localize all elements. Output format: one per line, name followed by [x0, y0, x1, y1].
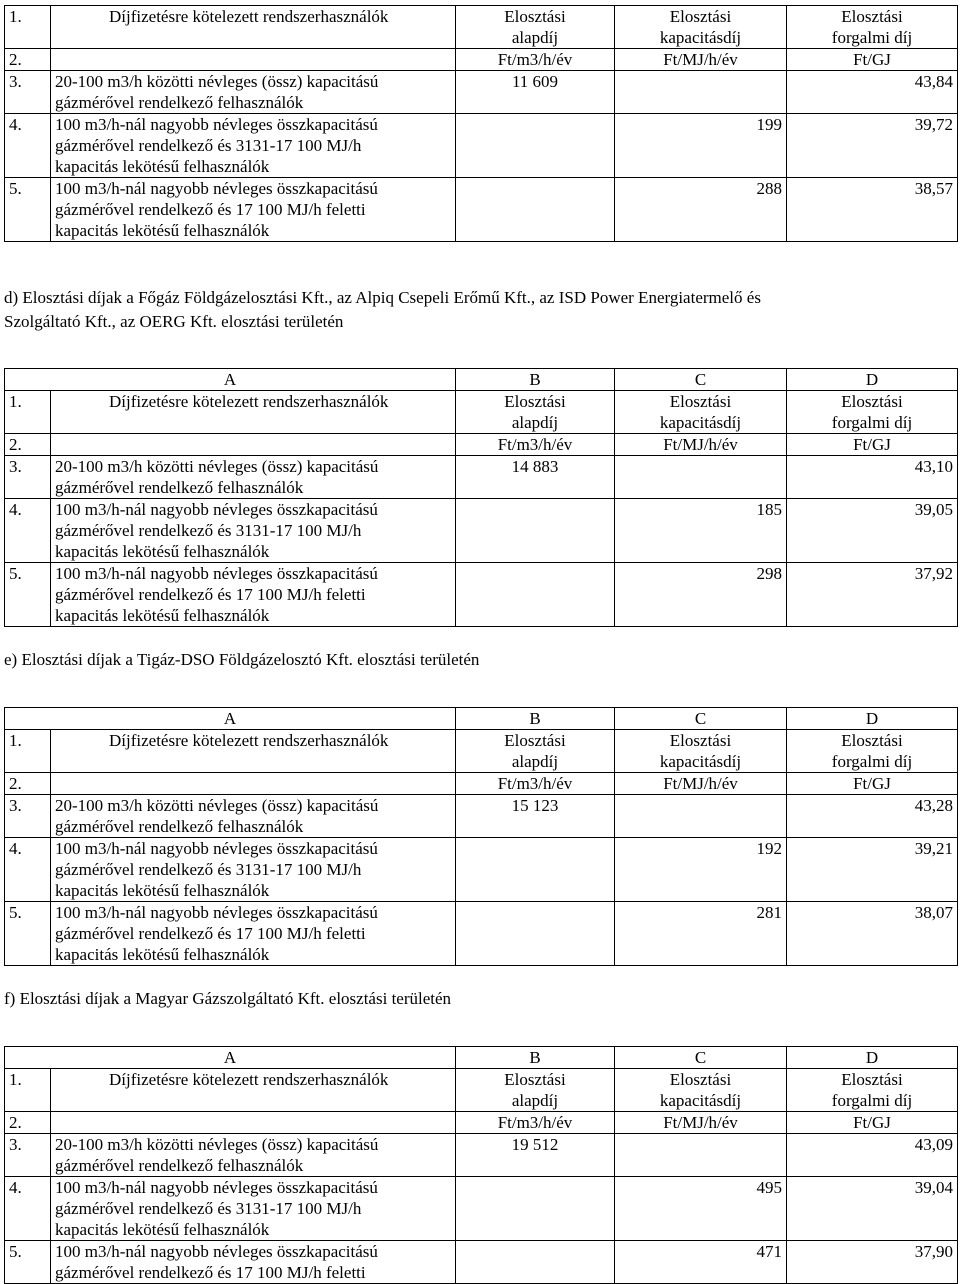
header-line: alapdíj: [511, 413, 559, 432]
header-line: Elosztási: [669, 731, 732, 750]
description-line: 100 m3/h-nál nagyobb névleges összkapacitású: [55, 179, 378, 198]
header-line: alapdíj: [511, 752, 559, 771]
header-row: [5, 1069, 958, 1112]
unit-d: Ft/GJ: [787, 434, 958, 456]
header-line: kapacitásdíj: [659, 413, 742, 432]
volume-fee-value: 38,07: [787, 902, 958, 966]
capacity-fee-value: [615, 456, 787, 499]
header-row: [5, 391, 958, 434]
header-line: Elosztási: [841, 7, 903, 26]
unit-c: Ft/MJ/h/év: [615, 434, 787, 456]
capacity-fee-value: [615, 1134, 787, 1177]
tariff-table: [4, 1046, 958, 1284]
base-fee-value: [456, 838, 615, 902]
description-line: 100 m3/h-nál nagyobb névleges összkapacitású: [55, 500, 378, 519]
header-d: [787, 6, 958, 49]
row-number: 1.: [5, 391, 51, 434]
header-line: Elosztási: [504, 392, 566, 411]
row-number: 2.: [5, 49, 51, 71]
column-letter: D: [787, 369, 958, 391]
header-line: Elosztási: [504, 7, 566, 26]
row-description: [51, 1134, 456, 1177]
volume-fee-value: 43,09: [787, 1134, 958, 1177]
header-b: [456, 1069, 615, 1112]
column-letter: D: [787, 1047, 958, 1069]
heading-line: d) Elosztási díjak a Főgáz Földgázelosztási Kft., az Alpiq Csepeli Erőmű Kft., az ISD Power Energiatermelő és: [4, 288, 761, 307]
table-row: [5, 838, 958, 902]
tariff-table: [4, 707, 958, 966]
column-letter: B: [456, 1047, 615, 1069]
description-line: 20-100 m3/h közötti névleges (össz) kapacitású: [55, 796, 379, 815]
base-fee-value: [456, 1241, 615, 1284]
row-number: 4.: [5, 114, 51, 178]
volume-fee-value: 39,04: [787, 1177, 958, 1241]
description-line: 100 m3/h-nál nagyobb névleges összkapacitású: [55, 903, 378, 922]
row-description: [51, 1177, 456, 1241]
row-number: 4.: [5, 499, 51, 563]
units-empty: [51, 434, 456, 456]
row-number: 3.: [5, 795, 51, 838]
base-fee-value: [456, 563, 615, 627]
header-line: Elosztási: [841, 1070, 903, 1089]
base-fee-value: 19 512: [456, 1134, 615, 1177]
heading-line: f) Elosztási díjak a Magyar Gázszolgáltató Kft. elosztási területén: [4, 989, 452, 1008]
column-letter-a: A: [5, 708, 456, 730]
volume-fee-value: 43,84: [787, 71, 958, 114]
base-fee-value: [456, 178, 615, 242]
row-number: 3.: [5, 456, 51, 499]
header-line: forgalmi díj: [831, 28, 913, 47]
header-c: [615, 1069, 787, 1112]
capacity-fee-value: 192: [615, 838, 787, 902]
base-fee-value: [456, 1177, 615, 1241]
header-d: [787, 730, 958, 773]
table-row: [5, 1241, 958, 1284]
unit-d: Ft/GJ: [787, 773, 958, 795]
row-number: 5.: [5, 178, 51, 242]
description-line: gázmérővel rendelkező felhasználók: [55, 1156, 304, 1175]
table-row: [5, 1177, 958, 1241]
base-fee-value: 15 123: [456, 795, 615, 838]
unit-b: Ft/m3/h/év: [456, 773, 615, 795]
tariff-table: [4, 368, 958, 627]
description-line: 100 m3/h-nál nagyobb névleges összkapacitású: [55, 1178, 378, 1197]
column-letter: B: [456, 708, 615, 730]
description-line: 100 m3/h-nál nagyobb névleges összkapacitású: [55, 839, 378, 858]
heading-line: e) Elosztási díjak a Tigáz-DSO Földgázelosztó Kft. elosztási területén: [4, 650, 480, 669]
description-line: gázmérővel rendelkező és 17 100 MJ/h feletti: [55, 200, 366, 219]
section-heading: [4, 286, 949, 334]
base-fee-value: [456, 902, 615, 966]
row-number: 5.: [5, 1241, 51, 1284]
capacity-fee-value: 471: [615, 1241, 787, 1284]
description-line: 20-100 m3/h közötti névleges (össz) kapacitású: [55, 457, 379, 476]
header-line: Elosztási: [669, 1070, 732, 1089]
capacity-fee-value: 495: [615, 1177, 787, 1241]
header-d: [787, 1069, 958, 1112]
header-d: [787, 391, 958, 434]
column-letter: C: [615, 1047, 787, 1069]
capacity-fee-value: [615, 71, 787, 114]
unit-b: Ft/m3/h/év: [456, 434, 615, 456]
header-label: Díjfizetésre kötelezett rendszerhasználók: [51, 391, 456, 434]
header-line: Elosztási: [504, 1070, 566, 1089]
column-letter-a: A: [5, 369, 456, 391]
description-line: 20-100 m3/h közötti névleges (össz) kapacitású: [55, 1135, 379, 1154]
column-letter-row: [5, 708, 958, 730]
row-description: [51, 563, 456, 627]
row-number: 4.: [5, 1177, 51, 1241]
description-line: kapacitás lekötésű felhasználók: [55, 221, 270, 240]
description-line: kapacitás lekötésű felhasználók: [55, 1220, 270, 1239]
header-line: forgalmi díj: [831, 1091, 913, 1110]
description-line: gázmérővel rendelkező felhasználók: [55, 817, 304, 836]
base-fee-value: 11 609: [456, 71, 615, 114]
row-description: [51, 1241, 456, 1284]
description-line: 100 m3/h-nál nagyobb névleges összkapacitású: [55, 1242, 378, 1261]
header-line: Elosztási: [669, 7, 732, 26]
description-line: gázmérővel rendelkező felhasználók: [55, 93, 304, 112]
table-row: [5, 114, 958, 178]
table-row: [5, 563, 958, 627]
volume-fee-value: 37,90: [787, 1241, 958, 1284]
description-line: gázmérővel rendelkező és 3131-17 100 MJ/h: [55, 136, 362, 155]
volume-fee-value: 37,92: [787, 563, 958, 627]
description-line: 20-100 m3/h közötti névleges (össz) kapacitású: [55, 72, 379, 91]
table-row: [5, 1134, 958, 1177]
section-heading: [4, 648, 949, 672]
description-line: gázmérővel rendelkező és 17 100 MJ/h feletti: [55, 1263, 366, 1282]
row-number: 2.: [5, 1112, 51, 1134]
units-row: [5, 1112, 958, 1134]
description-line: gázmérővel rendelkező és 3131-17 100 MJ/h: [55, 1199, 362, 1218]
header-b: [456, 6, 615, 49]
heading-line: Szolgáltató Kft., az OERG Kft. elosztási területén: [4, 312, 344, 331]
row-description: [51, 456, 456, 499]
table-row: [5, 795, 958, 838]
row-number: 3.: [5, 1134, 51, 1177]
section-heading: [4, 987, 949, 1011]
column-letter: B: [456, 369, 615, 391]
volume-fee-value: 43,28: [787, 795, 958, 838]
table-row: [5, 456, 958, 499]
description-line: kapacitás lekötésű felhasználók: [55, 881, 270, 900]
volume-fee-value: 38,57: [787, 178, 958, 242]
header-line: Elosztási: [504, 731, 566, 750]
row-number: 5.: [5, 902, 51, 966]
base-fee-value: 14 883: [456, 456, 615, 499]
unit-c: Ft/MJ/h/év: [615, 49, 787, 71]
row-number: 1.: [5, 6, 51, 49]
header-b: [456, 730, 615, 773]
table-row: [5, 178, 958, 242]
row-number: 1.: [5, 1069, 51, 1112]
capacity-fee-value: 288: [615, 178, 787, 242]
capacity-fee-value: 298: [615, 563, 787, 627]
header-b: [456, 391, 615, 434]
volume-fee-value: 39,72: [787, 114, 958, 178]
header-line: Elosztási: [669, 392, 732, 411]
header-c: [615, 6, 787, 49]
unit-c: Ft/MJ/h/év: [615, 1112, 787, 1134]
base-fee-value: [456, 114, 615, 178]
description-line: 100 m3/h-nál nagyobb névleges összkapacitású: [55, 564, 378, 583]
base-fee-value: [456, 499, 615, 563]
row-number: 3.: [5, 71, 51, 114]
header-c: [615, 391, 787, 434]
header-line: Elosztási: [841, 392, 903, 411]
header-c: [615, 730, 787, 773]
column-letter-row: [5, 369, 958, 391]
unit-d: Ft/GJ: [787, 1112, 958, 1134]
column-letter: C: [615, 708, 787, 730]
description-line: kapacitás lekötésű felhasználók: [55, 945, 270, 964]
description-line: 100 m3/h-nál nagyobb névleges összkapacitású: [55, 115, 378, 134]
description-line: kapacitás lekötésű felhasználók: [55, 542, 270, 561]
row-description: [51, 795, 456, 838]
header-line: kapacitásdíj: [659, 28, 742, 47]
table-row: [5, 902, 958, 966]
row-description: [51, 902, 456, 966]
header-line: kapacitásdíj: [659, 1091, 742, 1110]
header-line: kapacitásdíj: [659, 752, 742, 771]
units-row: [5, 773, 958, 795]
capacity-fee-value: 199: [615, 114, 787, 178]
table-row: [5, 71, 958, 114]
row-description: [51, 178, 456, 242]
tariff-table: [4, 5, 958, 242]
volume-fee-value: 39,05: [787, 499, 958, 563]
unit-c: Ft/MJ/h/év: [615, 773, 787, 795]
row-number: 2.: [5, 773, 51, 795]
capacity-fee-value: 185: [615, 499, 787, 563]
volume-fee-value: 39,21: [787, 838, 958, 902]
unit-b: Ft/m3/h/év: [456, 49, 615, 71]
header-line: alapdíj: [511, 1091, 559, 1110]
row-description: [51, 499, 456, 563]
header-line: Elosztási: [841, 731, 903, 750]
header-label: Díjfizetésre kötelezett rendszerhasználók: [51, 1069, 456, 1112]
description-line: gázmérővel rendelkező és 3131-17 100 MJ/h: [55, 860, 362, 879]
description-line: gázmérővel rendelkező és 17 100 MJ/h feletti: [55, 924, 366, 943]
header-row: [5, 730, 958, 773]
row-number: 1.: [5, 730, 51, 773]
column-letter-row: [5, 1047, 958, 1069]
row-description: [51, 114, 456, 178]
units-row: [5, 49, 958, 71]
description-line: gázmérővel rendelkező és 3131-17 100 MJ/h: [55, 521, 362, 540]
units-empty: [51, 1112, 456, 1134]
header-line: alapdíj: [511, 28, 559, 47]
row-number: 5.: [5, 563, 51, 627]
description-line: kapacitás lekötésű felhasználók: [55, 606, 270, 625]
row-description: [51, 838, 456, 902]
units-empty: [51, 773, 456, 795]
row-number: 4.: [5, 838, 51, 902]
unit-d: Ft/GJ: [787, 49, 958, 71]
header-line: forgalmi díj: [831, 752, 913, 771]
unit-b: Ft/m3/h/év: [456, 1112, 615, 1134]
volume-fee-value: 43,10: [787, 456, 958, 499]
header-line: forgalmi díj: [831, 413, 913, 432]
table-row: [5, 499, 958, 563]
header-label: Díjfizetésre kötelezett rendszerhasználók: [51, 730, 456, 773]
units-row: [5, 434, 958, 456]
row-number: 2.: [5, 434, 51, 456]
capacity-fee-value: [615, 795, 787, 838]
description-line: kapacitás lekötésű felhasználók: [55, 157, 270, 176]
header-label: Díjfizetésre kötelezett rendszerhasználók: [51, 6, 456, 49]
description-line: gázmérővel rendelkező és 17 100 MJ/h feletti: [55, 585, 366, 604]
description-line: gázmérővel rendelkező felhasználók: [55, 478, 304, 497]
capacity-fee-value: 281: [615, 902, 787, 966]
column-letter-a: A: [5, 1047, 456, 1069]
column-letter: C: [615, 369, 787, 391]
units-empty: [51, 49, 456, 71]
column-letter: D: [787, 708, 958, 730]
row-description: [51, 71, 456, 114]
header-row: [5, 6, 958, 49]
